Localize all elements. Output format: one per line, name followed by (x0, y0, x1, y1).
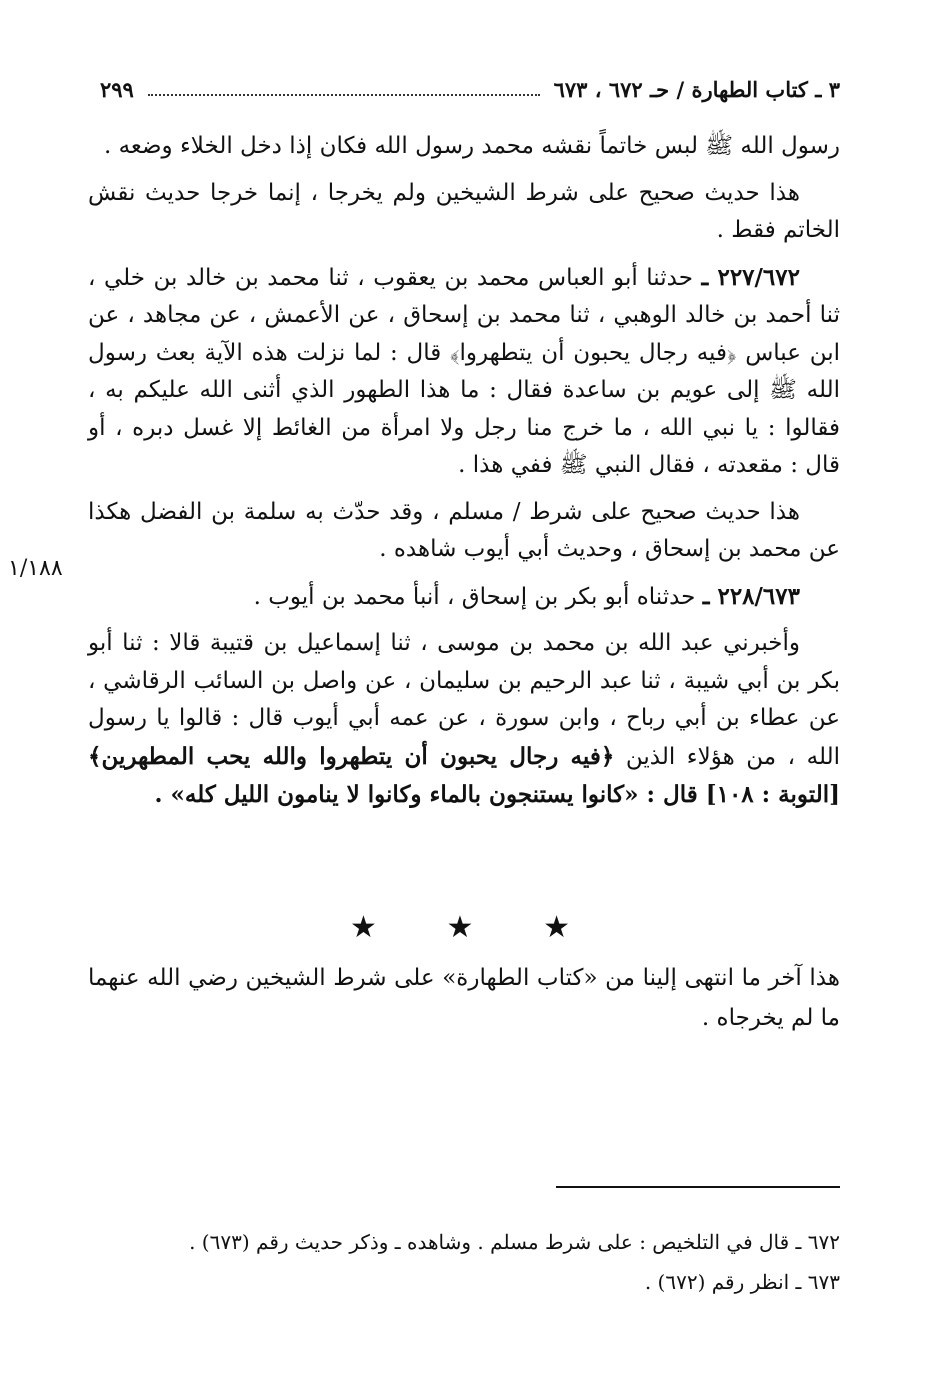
footnote: ٦٧٢ ـ قال في التلخيص : على شرط مسلم . وشاهده ـ وذكر حديث رقم (٦٧٣) . (189, 1230, 840, 1254)
closing-text: هذا آخر ما انتهى إلينا من «كتاب الطهارة» على شرط الشيخين رضي الله عنهما ما لم يخرجاه . (88, 965, 841, 1031)
paragraph: هذا حديث صحيح على شرط الشيخين ولم يخرجا ، إنما خرجا حديث نقش الخاتم فقط . (88, 179, 840, 243)
footnote-divider (556, 1186, 840, 1188)
page-number: ٢٩٩ (100, 76, 134, 102)
hadith-number: ٢٢٧/٦٧٢ ـ (701, 263, 800, 291)
star-icon: ★ (543, 910, 570, 945)
footnote: ٦٧٣ ـ انظر رقم (٦٧٢) . (644, 1270, 840, 1294)
section-separator (350, 910, 570, 945)
paragraph: وأخبرني عبد الله بن محمد بن موسى ، ثنا إسماعيل بن قتيبة قالا : ثنا أبو بكر بن أبي شيبة ، ثنا عبد الرحيم بن سليمان ، عن واصل بن السائب الرقاشي ، عن عطاء بن أبي رباح ، وابن سورة ، عن عمه أبي أيوب قال : قالوا يا رسول الله ، من هؤلاء الذين ﴿فيه رجال يحبون أن يتطهروا والله يحب المطهرين﴾ [التوبة : ١٠٨] قال : «كانوا يستنجون بالماء وكانوا لا ينامون الليل كله» . (88, 630, 840, 808)
manuscript-page-marker: ١/١٨٨ (8, 556, 63, 581)
hadith-number: ٢٢٨/٦٧٣ ـ (702, 582, 800, 610)
star-icon: ★ (350, 910, 377, 945)
main-text (88, 128, 840, 815)
running-header (100, 72, 840, 106)
star-icon: ★ (446, 910, 474, 945)
paragraph: هذا حديث صحيح على شرط / مسلم ، وقد حدّث به سلمة بن الفضل هكذا عن محمد بن إسحاق ، وحديث أبي أيوب شاهده . (88, 498, 840, 562)
hadith-paragraph: ٢٢٨/٦٧٣ ـ حدثناه أبو بكر بن إسحاق ، أنبأ محمد بن أيوب . (253, 582, 800, 610)
footnotes (88, 1222, 840, 1302)
leader-dots (148, 82, 540, 96)
running-title: ٣ ـ كتاب الطهارة / حـ ٦٧٢ ، ٦٧٣ (553, 76, 840, 102)
hadith-paragraph: ٢٢٧/٦٧٢ ـ حدثنا أبو العباس محمد بن يعقوب ، ثنا محمد بن خالد بن خلي ، ثنا أحمد بن خالد الوهبي ، ثنا محمد بن إسحاق ، عن الأعمش ، عن مجاهد ، عن ابن عباس ﴿فيه رجال يحبون أن يتطهروا﴾ قال : لما نزلت هذه الآية بعث رسول الله ﷺ إلى عويم بن ساعدة فقال : ما هذا الطهور الذي أثنى الله عليكم به ، فقالوا : يا نبي الله ، ما خرج منا رجل ولا امرأة من الغائط إلا غسل دبره ، أو قال : مقعدته ، فقال النبي ﷺ ففي هذا . (88, 263, 840, 478)
paragraph: رسول الله ﷺ لبس خاتماً نقشه محمد رسول الله فكان إذا دخل الخلاء وضعه . (103, 133, 840, 159)
